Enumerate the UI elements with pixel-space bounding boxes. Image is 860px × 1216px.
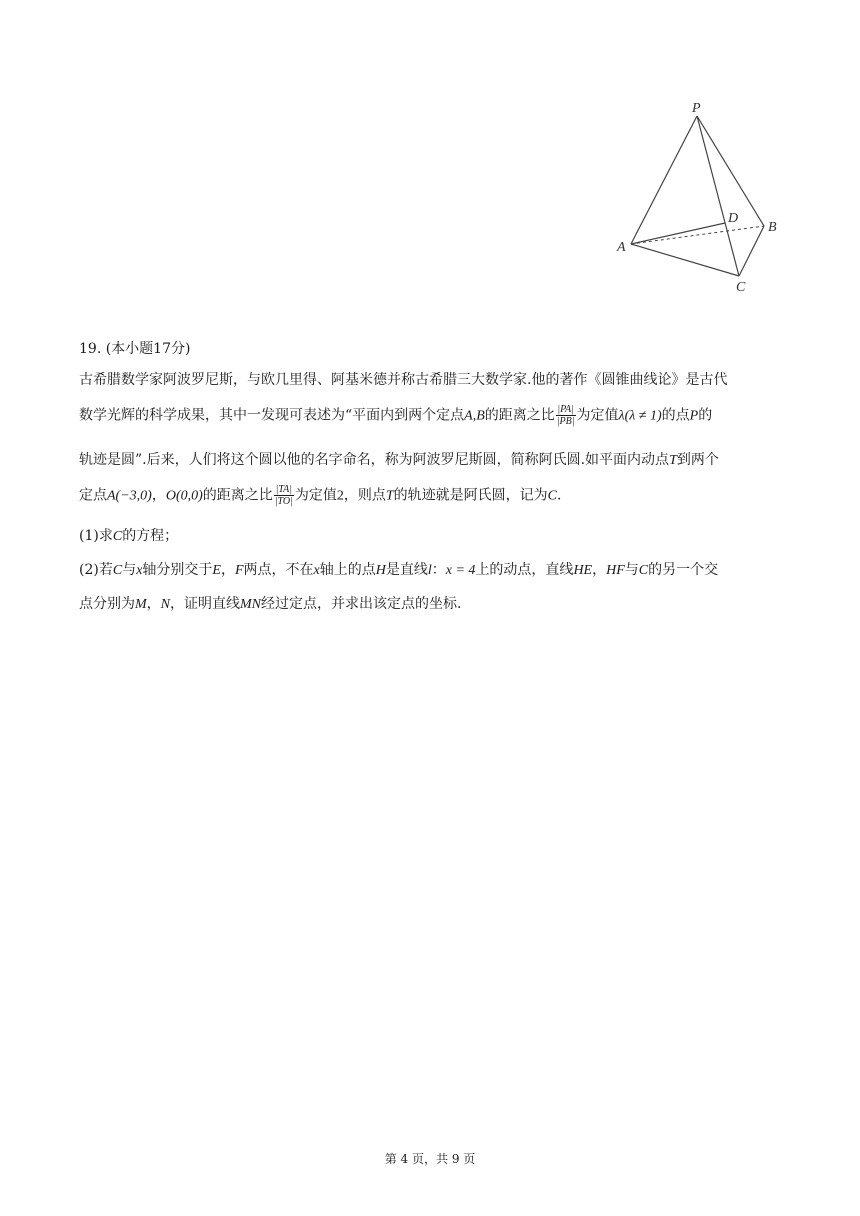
text: 的 xyxy=(698,407,713,424)
text: 的方程； xyxy=(122,528,179,544)
fraction-numerator: |TA| xyxy=(275,484,293,495)
math-2: 2 xyxy=(336,488,344,504)
question-number: 19. (本小题17分) xyxy=(79,341,191,357)
text: 为定值 xyxy=(294,487,337,504)
text: 上的动点，直线 xyxy=(475,562,574,578)
math-T: T xyxy=(669,453,677,468)
math-F: F xyxy=(234,563,244,578)
fraction-denominator: |PB| xyxy=(556,416,575,427)
math-x: x xyxy=(136,563,143,578)
text: 定点 xyxy=(79,487,107,504)
text: ： xyxy=(431,562,446,578)
text: ， xyxy=(220,562,235,578)
text: 古希腊数学家阿波罗尼斯，与欧几里得、阿基米德并称古希腊三大数学家.他的著作《圆锥曲线论》是古代 xyxy=(79,372,728,388)
text: 与 xyxy=(122,562,137,578)
text: 轨迹是圆”.后来，人们将这个圆以他的名字命名，称为阿波罗尼斯圆，简称阿氏圆.如平面内动点 xyxy=(79,452,670,468)
label-P: P xyxy=(692,101,701,116)
page-footer: 第 4 页，共 9 页 xyxy=(384,1152,476,1166)
text: 的另一个交 xyxy=(648,562,719,578)
math-T: T xyxy=(385,488,394,504)
text: ， xyxy=(146,596,161,612)
text: 轴上的点 xyxy=(319,562,376,578)
math-C: C xyxy=(638,563,649,578)
math-lambda: λ(λ ≠ 1) xyxy=(618,408,662,424)
math-P: P xyxy=(689,408,699,424)
text: 与 xyxy=(624,562,639,578)
math-l: l xyxy=(427,563,432,578)
math-MN: MN xyxy=(240,597,262,612)
question-part-2-line-2 xyxy=(79,595,781,614)
text: 的轨迹就是阿氏圆，记为 xyxy=(393,487,548,504)
math-O-coord: O(0,0) xyxy=(165,488,203,504)
label-C: C xyxy=(736,280,746,295)
text: ，则点 xyxy=(343,487,386,504)
math-A: A xyxy=(464,408,473,424)
text: 数学光辉的科学成果，其中一发现可表述为“平面内到两个定点 xyxy=(79,407,465,424)
question-part-2-line-1 xyxy=(79,561,781,580)
fraction-denominator: |TO| xyxy=(274,496,293,507)
math-HF: HF xyxy=(606,563,625,578)
math-line-eq: x = 4 xyxy=(445,563,476,578)
label-B: B xyxy=(768,220,777,235)
question-line-1 xyxy=(79,371,781,390)
edge-AC xyxy=(631,244,739,276)
math-H: H xyxy=(375,563,386,578)
text: (1)求 xyxy=(79,528,113,544)
fraction-PA-PB xyxy=(556,404,576,427)
text: 到两个 xyxy=(676,452,719,468)
edge-PB xyxy=(697,116,764,226)
question-part-1 xyxy=(79,527,781,546)
text: 经过定点，并求出该定点的坐标. xyxy=(261,596,462,612)
comma: , xyxy=(472,408,477,424)
edge-PA xyxy=(631,116,697,244)
math-C: C xyxy=(547,488,558,504)
math-A-coord: A(−3,0) xyxy=(107,488,152,504)
edge-BC xyxy=(739,226,764,276)
text: . xyxy=(557,487,562,504)
question-line-2 xyxy=(79,404,781,427)
fraction-TA-TO xyxy=(274,484,294,507)
text: 两点，不在 xyxy=(243,562,314,578)
text: ， xyxy=(151,487,166,504)
label-A: A xyxy=(617,240,626,255)
math-M: M xyxy=(135,597,147,612)
math-x: x xyxy=(313,563,320,578)
fraction-numerator: |PA| xyxy=(557,404,574,415)
tetrahedron-figure xyxy=(612,96,802,296)
text: 点分别为 xyxy=(79,596,135,612)
text: 是直线 xyxy=(385,562,428,578)
math-N: N xyxy=(160,597,171,612)
text: ，证明直线 xyxy=(170,596,241,612)
text: 的距离之比 xyxy=(484,407,555,424)
text: ， xyxy=(592,562,607,578)
text: 轴分别交于 xyxy=(142,562,213,578)
math-C: C xyxy=(112,563,123,578)
question-line-3 xyxy=(79,451,781,470)
math-HE: HE xyxy=(573,563,593,578)
label-D: D xyxy=(728,211,739,226)
question-line-4 xyxy=(79,484,781,507)
math-E: E xyxy=(212,563,221,578)
math-B: B xyxy=(476,408,485,424)
edge-PC xyxy=(697,116,739,276)
text: 的距离之比 xyxy=(202,487,273,504)
tetrahedron-diagram xyxy=(612,96,802,296)
math-C: C xyxy=(112,529,123,544)
text: (2)若 xyxy=(79,562,113,578)
text: 为定值 xyxy=(576,407,619,424)
text: 的点 xyxy=(661,407,690,424)
